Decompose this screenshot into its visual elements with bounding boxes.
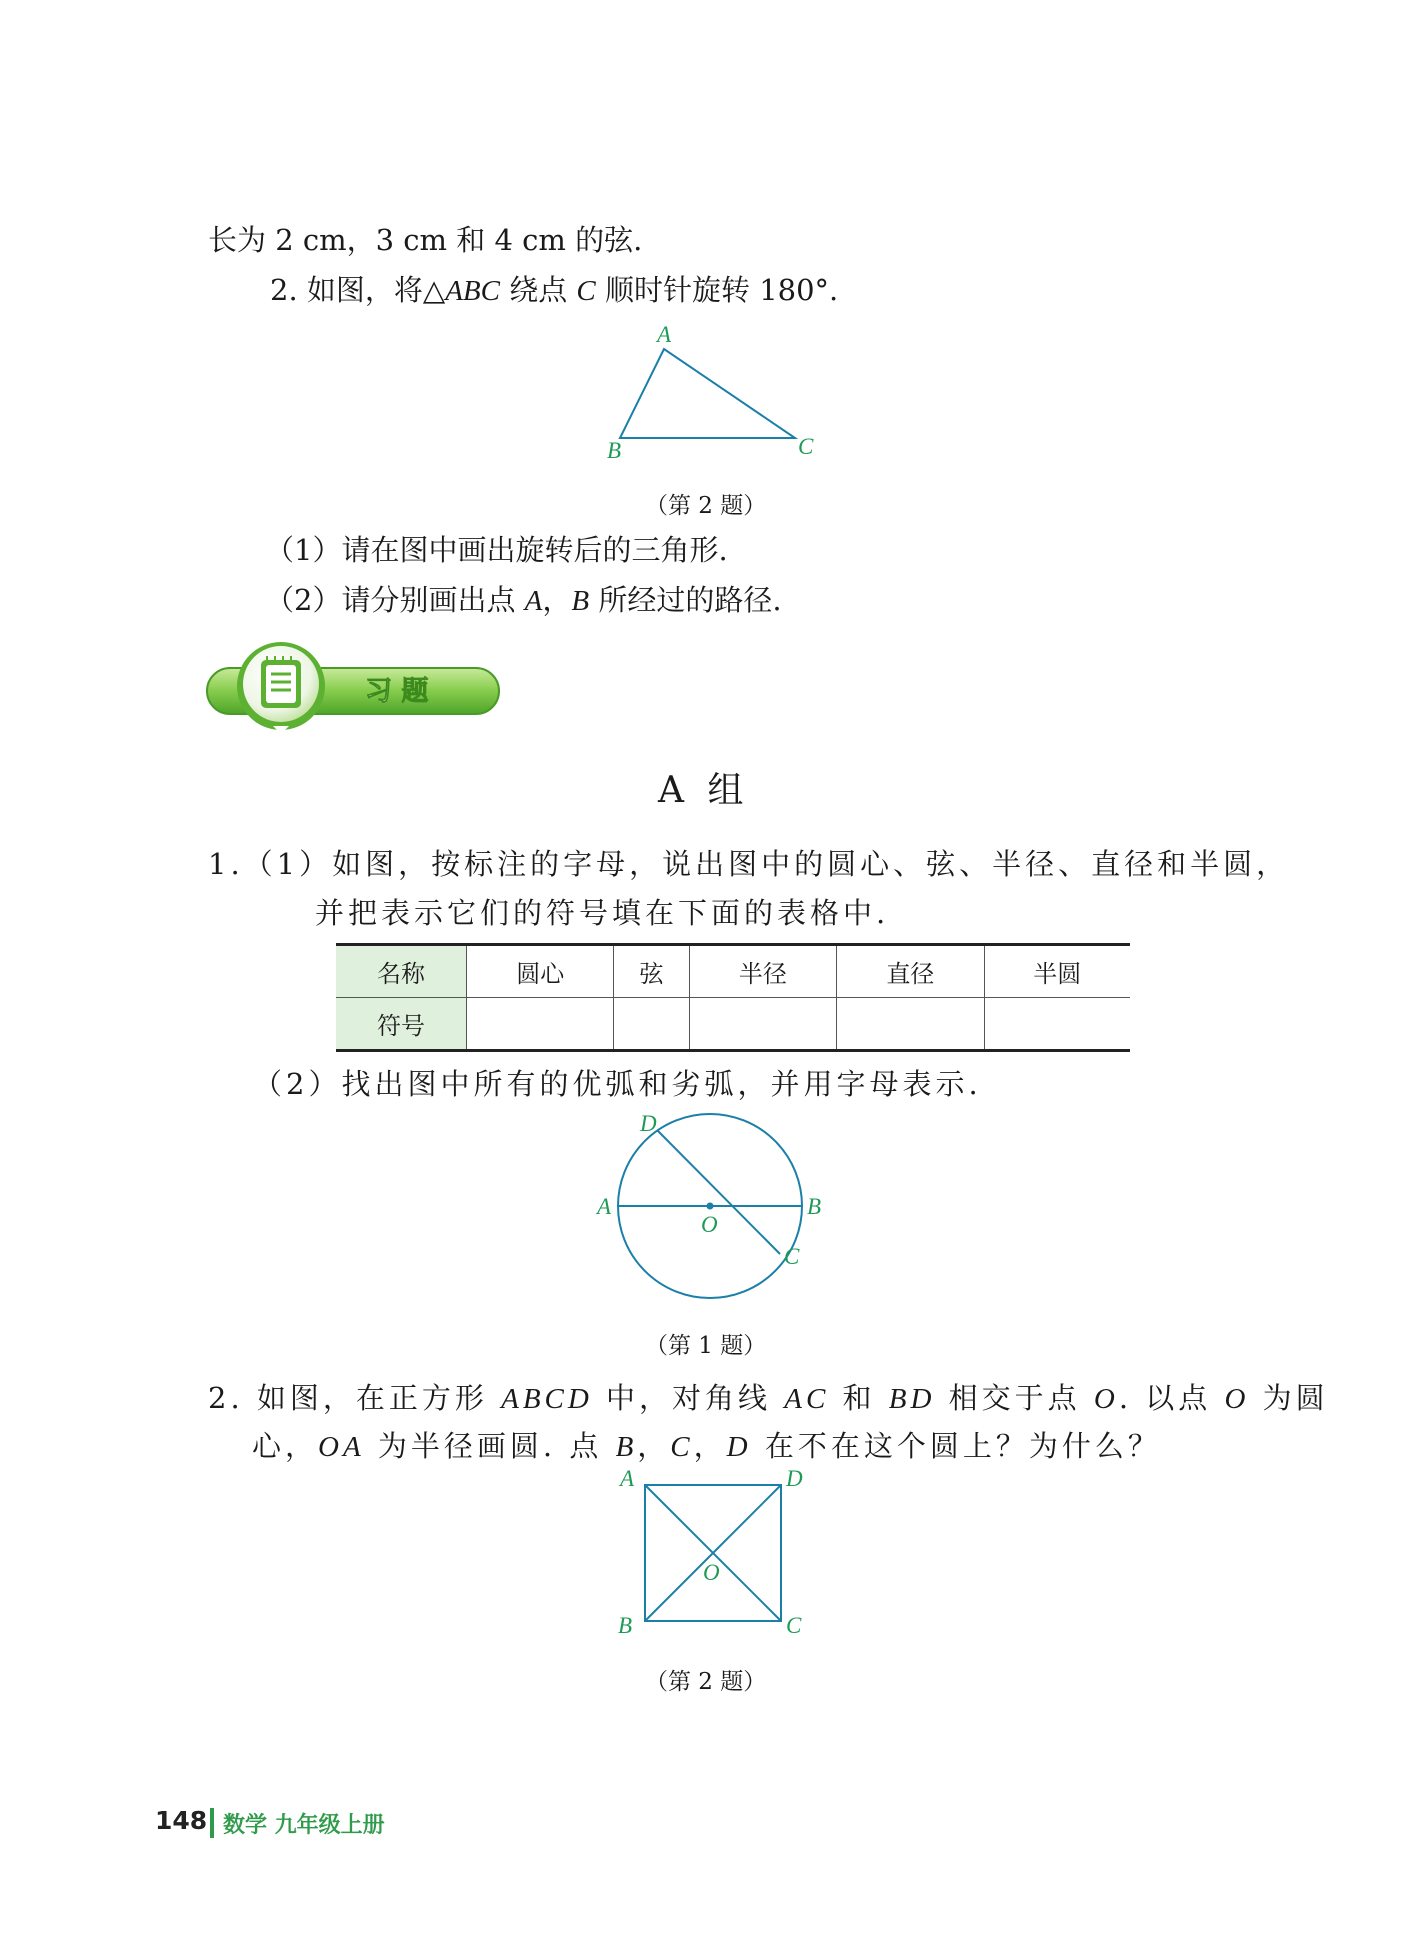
table-row-label: 符号 (336, 998, 467, 1051)
label-c: C (798, 434, 814, 459)
symbol-table (336, 943, 1130, 1052)
circle-figure (585, 1110, 845, 1330)
table-header-row (336, 945, 1130, 998)
label-a: A (620, 1466, 635, 1491)
group-title: A 组 (658, 770, 750, 811)
chord-dc (657, 1130, 780, 1254)
page-number: 148 (155, 1806, 208, 1835)
table-header-cell: 圆心 (467, 945, 614, 998)
table-cell (467, 998, 614, 1051)
table-header-cell: 弦 (614, 945, 689, 998)
triangle-figure (590, 315, 830, 475)
sub-question-2: （2）请分别画出点 A，B 所经过的路径. (265, 583, 782, 617)
label-d: D (640, 1111, 657, 1136)
table-header-cell: 直径 (837, 945, 984, 998)
square-figure (600, 1465, 840, 1645)
figure-caption: （第 2 题） (645, 1669, 767, 1695)
continuation-text: 长为 2 cm，3 cm 和 4 cm 的弦. (208, 223, 643, 257)
question-2-text: 2. 如图，将△ABC 绕点 C 顺时针旋转 180°. (270, 273, 839, 307)
exercise-2-line-1: 2. 如图，在正方形 ABCD 中，对角线 AC 和 BD 相交于点 O. 以点 O 为圆 (208, 1381, 1329, 1415)
figure-caption: （第 2 题） (645, 493, 767, 519)
label-o: O (701, 1212, 718, 1237)
exercise-2-line-2: 心，OA 为半径画圆. 点 B，C，D 在不在这个圆上？为什么？ (252, 1429, 1161, 1463)
book-title: 数学 九年级上册 (223, 1813, 385, 1838)
figure-caption: （第 1 题） (645, 1333, 767, 1359)
table-header-cell: 半径 (689, 945, 836, 998)
exercise-1-line-1: 1.（1）如图，按标注的字母，说出图中的圆心、弦、半径、直径和半圆， (208, 847, 1290, 881)
exercise-1-part-2: （2）找出图中所有的优弧和劣弧，并用字母表示. (253, 1067, 982, 1101)
exercise-banner (205, 640, 505, 740)
triangle-abc (620, 349, 795, 438)
question-number: 2. (270, 273, 298, 307)
exercise-1-line-2: 并把表示它们的符号填在下面的表格中. (315, 896, 890, 930)
label-a: A (657, 322, 672, 347)
footer-divider (210, 1808, 214, 1838)
center-point (707, 1203, 714, 1210)
banner-title: 习 题 (365, 676, 429, 707)
label-b: B (807, 1194, 822, 1219)
label-a: A (597, 1194, 612, 1219)
table-row (336, 998, 1130, 1051)
label-b: B (618, 1613, 633, 1638)
label-b: B (607, 438, 622, 463)
sub-question-1: （1）请在图中画出旋转后的三角形. (265, 533, 728, 567)
notepad-icon (261, 656, 301, 708)
label-c: C (784, 1244, 800, 1269)
table-cell (689, 998, 836, 1051)
table-header-cell: 名称 (336, 945, 467, 998)
label-d: D (786, 1466, 803, 1491)
table-cell (837, 998, 984, 1051)
table-cell (984, 998, 1130, 1051)
label-c: C (786, 1613, 802, 1638)
label-o: O (703, 1560, 720, 1585)
table-cell (614, 998, 689, 1051)
chevron-down-icon (273, 726, 289, 734)
table-header-cell: 半圆 (984, 945, 1130, 998)
